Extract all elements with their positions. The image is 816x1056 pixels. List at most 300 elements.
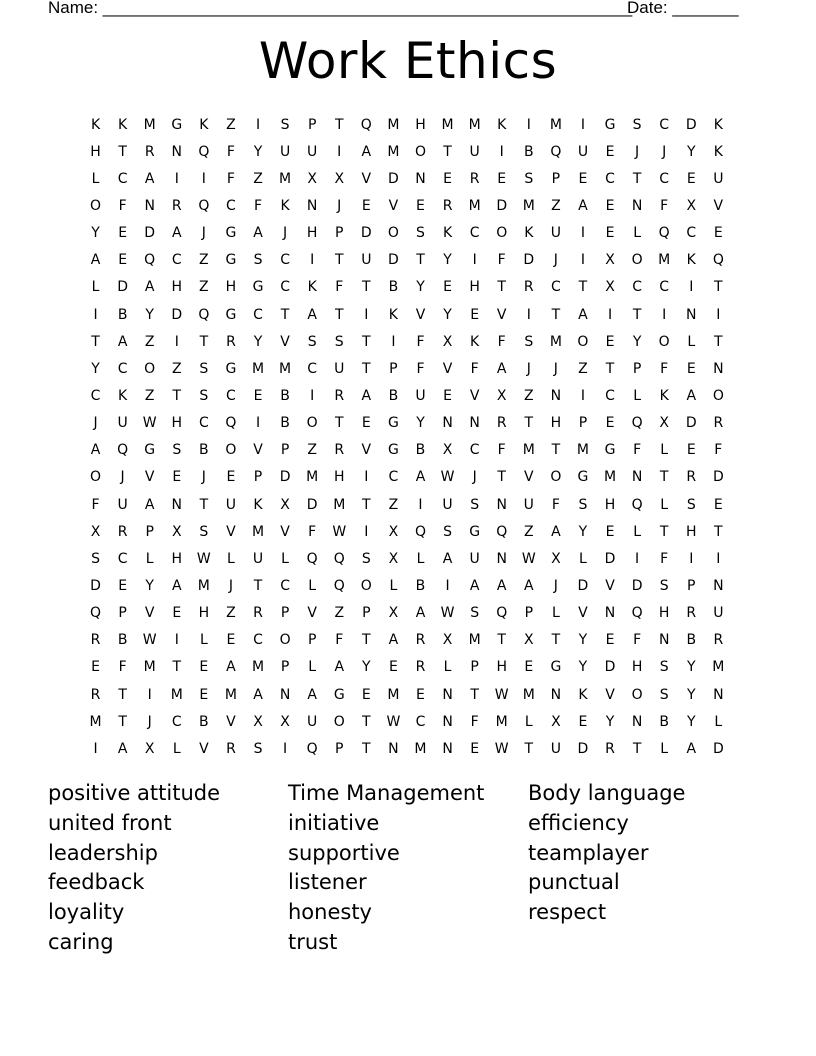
grid-letter: K bbox=[307, 279, 317, 296]
grid-letter: H bbox=[333, 469, 345, 486]
grid-letter: T bbox=[334, 415, 344, 432]
grid-letter: Q bbox=[550, 143, 562, 160]
grid-letter: Q bbox=[306, 740, 318, 757]
grid-letter: C bbox=[415, 713, 426, 730]
grid-letter: Q bbox=[631, 605, 643, 622]
grid-letter: O bbox=[550, 469, 562, 486]
grid-letter: R bbox=[117, 523, 128, 540]
grid-letter: A bbox=[253, 686, 263, 703]
grid-letter: E bbox=[713, 496, 723, 513]
grid-letter: A bbox=[171, 577, 182, 594]
grid-letter: K bbox=[713, 143, 723, 160]
grid-letter: L bbox=[551, 605, 560, 622]
grid-letter: X bbox=[280, 713, 290, 730]
grid-letter: Y bbox=[578, 659, 588, 676]
grid-letter: M bbox=[89, 713, 102, 730]
grid-letter: X bbox=[442, 632, 453, 649]
grid-letter: I bbox=[364, 469, 369, 486]
grid-letter: M bbox=[576, 442, 589, 459]
grid-letter: X bbox=[686, 197, 697, 214]
grid-letter: M bbox=[306, 469, 319, 486]
grid-letter: E bbox=[172, 469, 182, 486]
grid-letter: Y bbox=[253, 143, 263, 160]
grid-letter: P bbox=[253, 469, 263, 486]
grid-letter: X bbox=[388, 523, 399, 540]
grid-letter: D bbox=[685, 116, 697, 133]
grid-letter: S bbox=[578, 496, 588, 513]
grid-letter: U bbox=[225, 496, 237, 513]
grid-letter: M bbox=[522, 197, 535, 214]
grid-row bbox=[82, 545, 732, 572]
grid-letter: A bbox=[171, 225, 182, 242]
grid-letter: I bbox=[689, 279, 694, 296]
grid-letter: Z bbox=[144, 387, 155, 404]
grid-letter: T bbox=[118, 143, 127, 160]
grid-letter: Z bbox=[253, 170, 263, 187]
grid-letter: G bbox=[333, 686, 345, 703]
grid-letter: I bbox=[201, 170, 206, 187]
grid-letter: R bbox=[713, 632, 724, 649]
grid-letter: V bbox=[605, 577, 615, 594]
grid-letter: S bbox=[659, 659, 669, 676]
grid-letter: U bbox=[523, 496, 534, 513]
grid-letter: Y bbox=[443, 306, 452, 323]
grid-letter: H bbox=[604, 496, 616, 513]
grid-letter: F bbox=[660, 550, 669, 567]
grid-letter: G bbox=[225, 360, 237, 377]
grid-letter: H bbox=[415, 116, 426, 133]
grid-letter: S bbox=[659, 686, 669, 703]
grid-letter: E bbox=[172, 605, 182, 622]
grid-letter: I bbox=[445, 577, 450, 594]
grid-letter: H bbox=[685, 523, 697, 540]
grid-letter: R bbox=[496, 415, 507, 432]
grid-letter: K bbox=[713, 116, 723, 133]
grid-letter: M bbox=[414, 740, 427, 757]
grid-letter: X bbox=[659, 415, 669, 432]
grid-letter: K bbox=[280, 197, 290, 214]
grid-letter: C bbox=[117, 550, 128, 567]
grid-letter: J bbox=[201, 469, 206, 486]
grid-letter: A bbox=[307, 686, 317, 703]
grid-letter: R bbox=[253, 605, 263, 622]
grid-letter: X bbox=[334, 170, 345, 187]
grid-letter: Q bbox=[496, 605, 508, 622]
grid-letter: M bbox=[712, 659, 725, 676]
grid-letter: L bbox=[308, 659, 317, 676]
grid-letter: I bbox=[174, 632, 179, 649]
grid-letter: D bbox=[279, 469, 291, 486]
grid-letter: D bbox=[388, 252, 399, 269]
grid-letter: I bbox=[716, 306, 721, 323]
grid-letter: D bbox=[577, 740, 589, 757]
grid-letter: M bbox=[333, 496, 346, 513]
grid-letter: Q bbox=[658, 225, 670, 242]
grid-letter: N bbox=[171, 143, 183, 160]
grid-row bbox=[82, 518, 732, 545]
grid-row bbox=[82, 192, 732, 219]
grid-letter: N bbox=[144, 197, 155, 214]
grid-letter: L bbox=[199, 632, 208, 649]
grid-letter: N bbox=[550, 686, 562, 703]
grid-letter: T bbox=[578, 279, 588, 296]
worksheet-header bbox=[48, 0, 748, 20]
grid-letter: T bbox=[118, 713, 127, 730]
grid-letter: Q bbox=[198, 143, 210, 160]
grid-row bbox=[82, 138, 732, 165]
grid-letter: E bbox=[605, 333, 615, 350]
grid-letter: T bbox=[714, 279, 723, 296]
grid-letter: H bbox=[225, 279, 237, 296]
grid-letter: F bbox=[335, 632, 344, 649]
grid-letter: N bbox=[496, 496, 507, 513]
grid-letter: A bbox=[334, 659, 345, 676]
grid-letter: W bbox=[521, 550, 536, 567]
grid-letter: T bbox=[362, 632, 371, 649]
grid-letter: F bbox=[226, 143, 235, 160]
grid-letter: N bbox=[306, 197, 318, 214]
grid-letter: R bbox=[334, 442, 345, 459]
grid-letter: S bbox=[253, 740, 263, 757]
grid-letter: Q bbox=[225, 415, 237, 432]
grid-letter: E bbox=[443, 387, 452, 404]
grid-letter: T bbox=[497, 632, 506, 649]
grid-letter: O bbox=[658, 333, 670, 350]
grid-letter: J bbox=[147, 713, 152, 730]
grid-letter: Z bbox=[226, 605, 236, 622]
grid-letter: M bbox=[549, 333, 562, 350]
grid-letter: L bbox=[416, 550, 425, 567]
grid-row bbox=[82, 382, 732, 409]
grid-letter: U bbox=[361, 252, 372, 269]
grid-letter: T bbox=[524, 415, 534, 432]
grid-letter: I bbox=[526, 306, 531, 323]
grid-letter: T bbox=[605, 360, 615, 377]
grid-letter: W bbox=[142, 632, 157, 649]
grid-letter: A bbox=[117, 740, 128, 757]
grid-letter: T bbox=[362, 713, 371, 730]
grid-letter: Z bbox=[334, 605, 345, 622]
grid-letter: W bbox=[440, 469, 455, 486]
grid-row bbox=[82, 328, 732, 355]
grid-letter: J bbox=[662, 143, 667, 160]
grid-letter: I bbox=[255, 415, 261, 432]
grid-letter: P bbox=[307, 632, 317, 649]
grid-letter: L bbox=[660, 442, 669, 459]
grid-letter: Y bbox=[605, 713, 615, 730]
grid-letter: M bbox=[387, 116, 400, 133]
grid-letter: K bbox=[253, 496, 263, 513]
grid-letter: T bbox=[659, 469, 669, 486]
grid-letter: U bbox=[442, 496, 453, 513]
grid-letter: V bbox=[713, 197, 724, 214]
grid-letter: E bbox=[118, 577, 128, 594]
grid-letter: M bbox=[224, 686, 237, 703]
grid-letter: I bbox=[662, 306, 667, 323]
grid-letter: S bbox=[280, 116, 290, 133]
grid-letter: O bbox=[631, 686, 643, 703]
grid-letter: N bbox=[631, 197, 643, 214]
grid-letter: C bbox=[280, 577, 290, 594]
grid-letter: P bbox=[470, 659, 479, 676]
grid-letter: G bbox=[469, 523, 481, 540]
grid-letter: N bbox=[686, 306, 697, 323]
grid-letter: A bbox=[253, 225, 263, 242]
grid-letter: P bbox=[524, 605, 534, 622]
grid-letter: X bbox=[90, 523, 101, 540]
grid-row bbox=[82, 491, 732, 518]
grid-letter: L bbox=[579, 550, 587, 567]
grid-letter: E bbox=[578, 170, 588, 187]
grid-letter: Q bbox=[333, 550, 345, 567]
grid-letter: V bbox=[226, 523, 236, 540]
grid-letter: F bbox=[497, 442, 506, 459]
grid-letter: U bbox=[307, 713, 318, 730]
grid-letter: M bbox=[549, 116, 562, 133]
grid-letter: T bbox=[334, 252, 344, 269]
grid-letter: Q bbox=[198, 306, 210, 323]
name-field-label: Name: ________________________________________________________ bbox=[48, 0, 633, 17]
grid-letter: D bbox=[90, 577, 101, 594]
grid-letter: W bbox=[196, 550, 211, 567]
grid-letter: T bbox=[91, 333, 100, 350]
grid-row bbox=[82, 627, 732, 654]
grid-letter: R bbox=[144, 143, 155, 160]
grid-letter: A bbox=[415, 469, 426, 486]
grid-row bbox=[82, 464, 732, 491]
grid-letter: L bbox=[145, 550, 154, 567]
grid-letter: A bbox=[686, 387, 697, 404]
grid-letter: Y bbox=[145, 306, 154, 323]
grid-letter: V bbox=[578, 605, 588, 622]
grid-letter: I bbox=[635, 550, 640, 567]
grid-letter: W bbox=[386, 713, 401, 730]
grid-letter: E bbox=[605, 143, 615, 160]
grid-letter: D bbox=[171, 306, 183, 323]
grid-letter: K bbox=[524, 225, 534, 242]
grid-letter: J bbox=[526, 360, 531, 377]
grid-letter: Z bbox=[578, 360, 588, 377]
grid-letter: R bbox=[415, 632, 426, 649]
grid-letter: T bbox=[551, 632, 561, 649]
word-bank-item: punctual bbox=[528, 870, 620, 895]
grid-row bbox=[82, 301, 732, 328]
word-bank-item: Time Management bbox=[288, 781, 485, 805]
grid-letter: F bbox=[416, 333, 425, 350]
grid-letter: E bbox=[91, 659, 100, 676]
word-bank-item: loyality bbox=[48, 900, 125, 925]
grid-letter: V bbox=[144, 469, 155, 486]
grid-letter: L bbox=[308, 577, 317, 594]
grid-letter: T bbox=[632, 740, 642, 757]
grid-letter: L bbox=[281, 550, 289, 567]
grid-letter: I bbox=[310, 387, 315, 404]
grid-letter: M bbox=[387, 686, 400, 703]
grid-letter: N bbox=[442, 686, 453, 703]
grid-letter: J bbox=[553, 360, 558, 377]
grid-letter: I bbox=[337, 143, 342, 160]
grid-letter: I bbox=[689, 550, 694, 567]
grid-letter: D bbox=[712, 469, 724, 486]
grid-letter: N bbox=[631, 713, 643, 730]
grid-letter: M bbox=[522, 686, 535, 703]
grid-letter: Z bbox=[551, 197, 561, 214]
grid-letter: N bbox=[713, 360, 724, 377]
grid-letter: D bbox=[712, 740, 724, 757]
grid-row bbox=[82, 600, 732, 627]
grid-letter: M bbox=[468, 116, 481, 133]
grid-letter: C bbox=[171, 252, 182, 269]
grid-letter: H bbox=[550, 415, 562, 432]
grid-letter: I bbox=[418, 496, 423, 513]
grid-letter: B bbox=[388, 387, 399, 404]
grid-letter: U bbox=[117, 496, 128, 513]
grid-letter: S bbox=[632, 116, 642, 133]
grid-letter: A bbox=[307, 306, 317, 323]
grid-letter: R bbox=[686, 605, 697, 622]
grid-letter: M bbox=[468, 197, 481, 214]
grid-letter: S bbox=[307, 333, 317, 350]
grid-letter: U bbox=[117, 415, 128, 432]
grid-letter: Y bbox=[91, 360, 100, 377]
grid-letter: J bbox=[553, 252, 558, 269]
grid-letter: R bbox=[226, 740, 236, 757]
grid-letter: T bbox=[362, 333, 371, 350]
grid-letter: G bbox=[252, 279, 264, 296]
grid-letter: H bbox=[198, 605, 210, 622]
grid-letter: H bbox=[658, 605, 670, 622]
grid-letter: T bbox=[334, 306, 344, 323]
grid-letter: Y bbox=[686, 659, 696, 676]
grid-letter: I bbox=[174, 170, 179, 187]
grid-letter: N bbox=[442, 415, 453, 432]
grid-letter: D bbox=[523, 252, 535, 269]
grid-letter: E bbox=[605, 523, 615, 540]
grid-letter: B bbox=[199, 713, 209, 730]
grid-letter: S bbox=[470, 605, 480, 622]
grid-letter: T bbox=[199, 333, 209, 350]
word-bank-item: initiative bbox=[288, 810, 380, 835]
grid-letter: S bbox=[199, 360, 209, 377]
grid-letter: C bbox=[280, 252, 290, 269]
grid-letter: T bbox=[497, 469, 506, 486]
grid-letter: A bbox=[388, 632, 399, 649]
word-column bbox=[288, 779, 528, 958]
grid-row bbox=[82, 165, 732, 192]
grid-letter: I bbox=[255, 116, 261, 133]
grid-letter: E bbox=[361, 197, 371, 214]
grid-letter: F bbox=[118, 659, 127, 676]
grid-letter: T bbox=[172, 387, 182, 404]
grid-letter: N bbox=[388, 740, 399, 757]
grid-letter: D bbox=[306, 496, 318, 513]
grid-letter: U bbox=[713, 605, 724, 622]
grid-letter: T bbox=[524, 740, 534, 757]
grid-letter: X bbox=[253, 713, 263, 730]
grid-letter: I bbox=[499, 143, 504, 160]
word-bank-item: supportive bbox=[288, 840, 400, 865]
grid-letter: K bbox=[388, 306, 398, 323]
grid-letter: K bbox=[199, 116, 209, 133]
grid-letter: O bbox=[279, 632, 291, 649]
grid-letter: J bbox=[635, 143, 640, 160]
grid-letter: S bbox=[361, 550, 371, 567]
grid-letter: D bbox=[496, 197, 508, 214]
grid-letter: T bbox=[470, 686, 479, 703]
grid-row bbox=[82, 220, 732, 247]
grid-letter: N bbox=[496, 550, 507, 567]
grid-letter: C bbox=[117, 360, 128, 377]
grid-letter: L bbox=[633, 387, 641, 404]
grid-letter: P bbox=[307, 116, 317, 133]
grid-letter: S bbox=[659, 577, 669, 594]
word-bank-item: Body language bbox=[528, 781, 686, 805]
grid-letter: V bbox=[280, 523, 290, 540]
grid-letter: E bbox=[388, 659, 398, 676]
grid-letter: F bbox=[497, 333, 506, 350]
grid-row bbox=[82, 355, 732, 382]
grid-letter: J bbox=[553, 577, 558, 594]
grid-letter: G bbox=[550, 659, 562, 676]
grid-letter: O bbox=[306, 415, 318, 432]
grid-letter: L bbox=[389, 577, 398, 594]
grid-letter: L bbox=[172, 740, 181, 757]
grid-letter: S bbox=[91, 550, 100, 567]
word-column bbox=[48, 779, 288, 958]
grid-letter: F bbox=[633, 442, 642, 459]
grid-letter: I bbox=[472, 252, 477, 269]
grid-letter: P bbox=[280, 605, 290, 622]
grid-letter: X bbox=[496, 387, 507, 404]
grid-letter: M bbox=[495, 713, 508, 730]
grid-letter: A bbox=[226, 659, 236, 676]
grid-letter: I bbox=[580, 116, 586, 133]
grid-letter: S bbox=[524, 333, 534, 350]
grid-letter: Y bbox=[253, 333, 263, 350]
grid-letter: G bbox=[225, 252, 237, 269]
grid-letter: L bbox=[633, 225, 641, 242]
grid-letter: T bbox=[362, 279, 371, 296]
grid-letter: T bbox=[362, 496, 371, 513]
grid-letter: F bbox=[470, 713, 479, 730]
grid-letter: X bbox=[442, 333, 453, 350]
grid-letter: D bbox=[604, 659, 616, 676]
grid-letter: C bbox=[605, 387, 615, 404]
word-bank-item: united front bbox=[48, 810, 172, 835]
grid-letter: Q bbox=[712, 252, 724, 269]
grid-letter: D bbox=[117, 279, 128, 296]
grid-letter: G bbox=[604, 116, 616, 133]
grid-letter: I bbox=[580, 225, 586, 242]
grid-letter: J bbox=[201, 225, 206, 242]
grid-letter: P bbox=[632, 360, 642, 377]
grid-letter: U bbox=[415, 387, 426, 404]
grid-letter: E bbox=[524, 659, 534, 676]
grid-letter: F bbox=[714, 442, 723, 459]
word-bank-item: trust bbox=[288, 929, 338, 954]
grid-letter: I bbox=[147, 686, 152, 703]
word-column bbox=[528, 779, 768, 958]
grid-letter: A bbox=[361, 387, 372, 404]
grid-row bbox=[82, 247, 732, 274]
grid-letter: Q bbox=[117, 442, 129, 459]
grid-letter: U bbox=[550, 225, 561, 242]
grid-row bbox=[82, 681, 732, 708]
grid-letter: D bbox=[360, 225, 372, 242]
grid-letter: N bbox=[658, 632, 670, 649]
grid-letter: V bbox=[469, 387, 480, 404]
grid-letter: Q bbox=[198, 197, 210, 214]
